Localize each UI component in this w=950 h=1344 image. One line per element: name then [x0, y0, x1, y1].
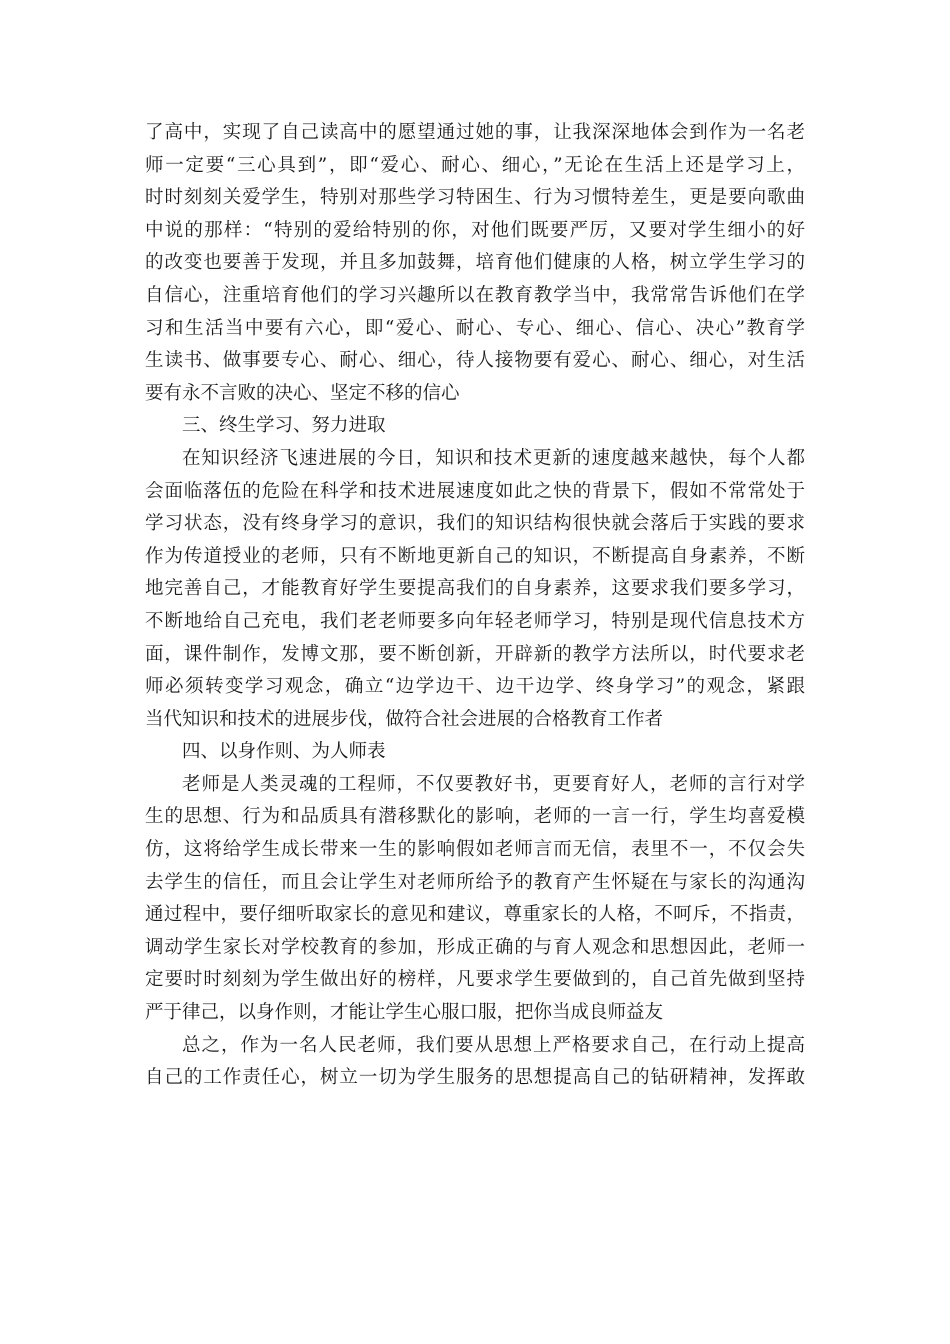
text-line: 会面临落伍的危险在科学和技术进展速度如此之快的背景下，假如不常常处于	[145, 480, 805, 502]
text-line: 生读书、做事要专心、耐心、细心，待人接物要有爱心、耐心、细心，对生活	[145, 350, 805, 372]
text-line: 在知识经济飞速进展的今日，知识和技术更新的速度越来越快，每个人都	[182, 447, 805, 469]
text-line: 严于律己，以身作则，才能让学生心服口服，把你当成良师益友	[145, 1002, 664, 1024]
text-line: 了高中，实现了自己读高中的愿望通过她的事，让我深深地体会到作为一名老	[145, 122, 805, 143]
text-line: 中说的那样：“特别的爱给特别的你，对他们既要严厉，又要对学生细小的好	[145, 219, 805, 241]
text-line: 师一定要“三心具到”，即“爱心、耐心、细心，”无论在生活上还是学习上，	[145, 154, 805, 176]
text-line: 面，课件制作，发博文那，要不断创新，开辟新的教学方法所以，时代要求老	[145, 643, 805, 665]
document-page	[145, 117, 805, 1095]
text-line: 自信心，注重培育他们的学习兴趣所以在教育教学当中，我常常告诉他们在学	[145, 284, 805, 306]
text-line: 要有永不言败的决心、坚定不移的信心	[145, 382, 460, 404]
text-line: 习和生活当中要有六心，即“爱心、耐心、专心、细心、信心、决心”教育学	[145, 317, 805, 339]
text-line: 定要时时刻刻为学生做出好的榜样，凡要求学生要做到的，自己首先做到坚持	[145, 969, 805, 991]
text-line: 当代知识和技术的进展步伐，做符合社会进展的合格教育工作者	[145, 708, 664, 730]
text-line: 时时刻刻关爱学生，特别对那些学习特困生、行为习惯特差生，更是要向歌曲	[145, 187, 805, 209]
text-line: 学习状态，没有终身学习的意识，我们的知识结构很快就会落后于实践的要求	[145, 513, 805, 535]
section-heading: 三、终生学习、努力进取	[182, 415, 386, 437]
text-line: 调动学生家长对学校教育的参加，形成正确的与育人观念和思想因此，老师一	[145, 936, 805, 958]
text-line: 的改变也要善于发现，并且多加鼓舞，培育他们健康的人格，树立学生学习的	[145, 252, 805, 274]
text-line: 生的思想、行为和品质具有潜移默化的影响，老师的一言一行，学生均喜爱模	[145, 806, 805, 828]
section-heading: 四、以身作则、为人师表	[182, 741, 386, 763]
text-line: 师必须转变学习观念，确立“边学边干、边干边学、终身学习”的观念，紧跟	[145, 676, 805, 698]
text-line: 仿，这将给学生成长带来一生的影响假如老师言而无信，表里不一，不仅会失	[145, 839, 805, 861]
text-line: 自己的工作责任心，树立一切为学生服务的思想提高自己的钻研精神，发挥敢	[145, 1067, 805, 1089]
text-line: 作为传道授业的老师，只有不断地更新自己的知识，不断提高自身素养，不断	[145, 545, 805, 567]
text-line: 去学生的信任，而且会让学生对老师所给予的教育产生怀疑在与家长的沟通沟	[145, 871, 805, 893]
text-line: 不断地给自己充电，我们老老师要多向年轻老师学习，特别是现代信息技术方	[145, 610, 805, 632]
text-line: 地完善自己，才能教育好学生要提高我们的自身素养，这要求我们要多学习，	[145, 578, 805, 600]
text-line: 老师是人类灵魂的工程师，不仅要教好书，更要育好人，老师的言行对学	[182, 773, 805, 795]
text-line: 总之，作为一名人民老师，我们要从思想上严格要求自己，在行动上提高	[182, 1034, 805, 1056]
text-line: 通过程中，要仔细听取家长的意见和建议，尊重家长的人格，不呵斥，不指责，	[145, 904, 805, 926]
